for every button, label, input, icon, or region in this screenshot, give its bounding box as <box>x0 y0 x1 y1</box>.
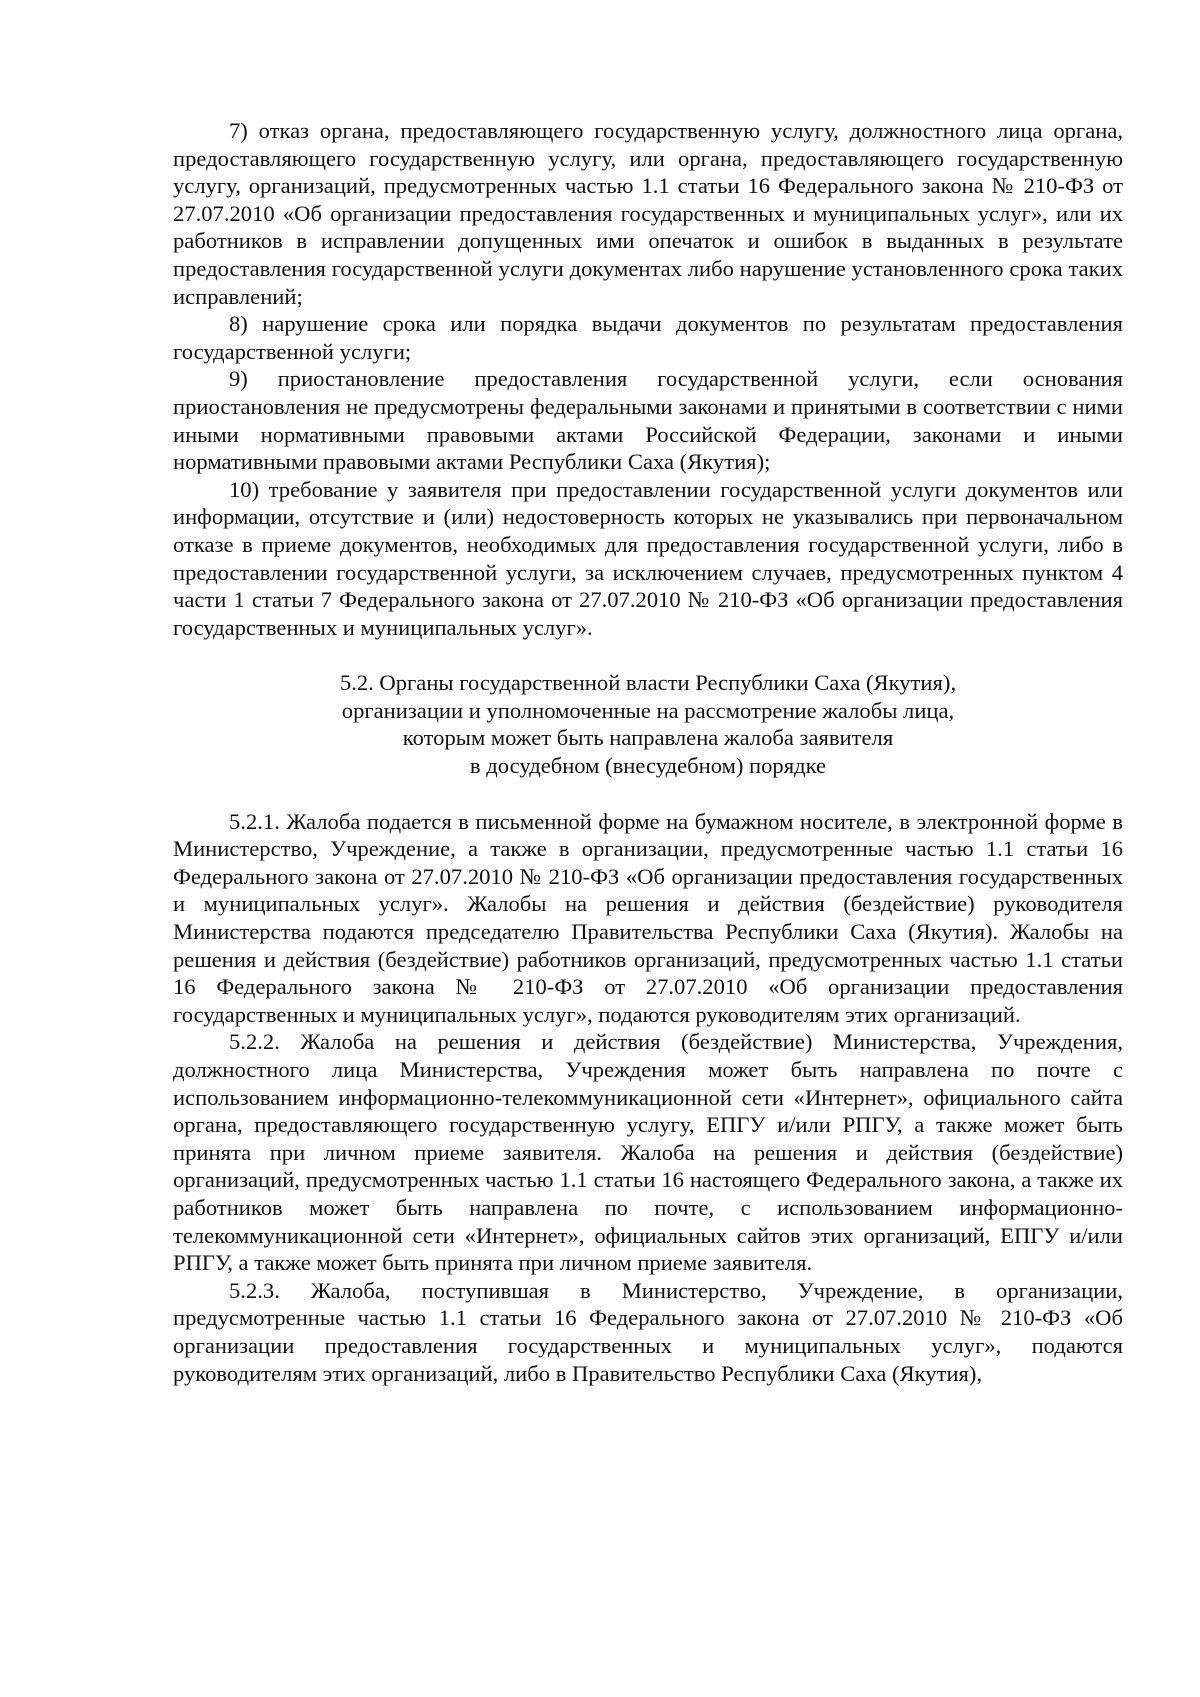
document-body <box>173 117 1123 1387</box>
heading-line: которым может быть направлена жалоба заявителя <box>402 725 894 751</box>
section-heading-5-2 <box>173 641 1123 807</box>
heading-line: в досудебном (внесудебном) порядке <box>469 753 827 779</box>
paragraph-item-7: 7) отказ органа, предоставляющего государственную услугу, должностного лица органа, предоставляющего государственную услугу, или органа, предоставляющего государственную услугу, организаций, предусмотренных частью 1.1 статьи 16 Федерального закона № 210-ФЗ от 27.07.2010 «Об организации предоставления государственных и муниципальных услуг», или их работников в исправлении допущенных ими опечаток и ошибок в выданных в результате предоставления государственной услуги документах либо нарушение установленного срока таких исправлений; <box>173 118 1123 309</box>
paragraph-5-2-3: 5.2.3. Жалоба, поступившая в Министерство, Учреждение, в организации, предусмотренные частью 1.1 статьи 16 Федерального закона от 27.07.2010 № 210-ФЗ «Об организации предоставления государственных и муниципальных услуг», подаются руководителям этих организаций, либо в Правительство Республики Саха (Якутия), <box>173 1277 1123 1386</box>
heading-line: организации и уполномоченные на рассмотрение жалобы лица, <box>341 697 955 723</box>
paragraph-item-8: 8) нарушение срока или порядка выдачи документов по результатам предоставления государственной услуги; <box>173 311 1123 364</box>
paragraph-5-2-1: 5.2.1. Жалоба подается в письменной форме на бумажном носителе, в электронной форме в Министерство, Учреждение, а также в организации, предусмотренные частью 1.1 статьи 16 Федерального закона от 27.07.2010 № 210-ФЗ «Об организации предоставления государственных и муниципальных услуг». Жалобы на решения и действия (бездействие) руководителя Министерства подаются председателю Правительства Республики Саха (Якутия). Жалобы на решения и действия (бездействие) работников организаций, предусмотренных частью 1.1 статьи 16 Федерального закона № 210-ФЗ от 27.07.2010 «Об организации предоставления государственных и муниципальных услуг», подаются руководителям этих организаций. <box>173 808 1123 1027</box>
heading-line: 5.2. Органы государственной власти Республики Саха (Якутия), <box>339 670 957 696</box>
paragraph-item-10: 10) требование у заявителя при предоставлении государственной услуги документов или информации, отсутствие и (или) недостоверность которых не указывались при первоначальном отказе в приеме документов, необходимых для предоставления государственной услуги, либо в предоставлении государственной услуги, за исключением случаев, предусмотренных пунктом 4 части 1 статьи 7 Федерального закона от 27.07.2010 № 210-ФЗ «Об организации предоставления государственных и муниципальных услуг». <box>173 476 1123 640</box>
paragraph-5-2-2: 5.2.2. Жалоба на решения и действия (бездействие) Министерства, Учреждения, должностного лица Министерства, Учреждения может быть направлена по почте с использованием информационно-телекоммуникационной сети «Интернет», официального сайта органа, предоставляющего государственную услугу, ЕПГУ и/или РПГУ, а также может быть принята при личном приеме заявителя. Жалоба на решения и действия (бездействие) организаций, предусмотренных частью 1.1 статьи 16 настоящего Федерального закона, а также их работников может быть направлена по почте, с использованием информационно-телекоммуникационной сети «Интернет», официальных сайтов этих организаций, ЕПГУ и/или РПГУ, а также может быть принята при личном приеме заявителя. <box>173 1029 1123 1276</box>
paragraph-item-9: 9) приостановление предоставления государственной услуги, если основания приостановления не предусмотрены федеральными законами и принятыми в соответствии с ними иными нормативными правовыми актами Российской Федерации, законами и иными нормативными правовыми актами Республики Саха (Якутия); <box>173 366 1123 475</box>
